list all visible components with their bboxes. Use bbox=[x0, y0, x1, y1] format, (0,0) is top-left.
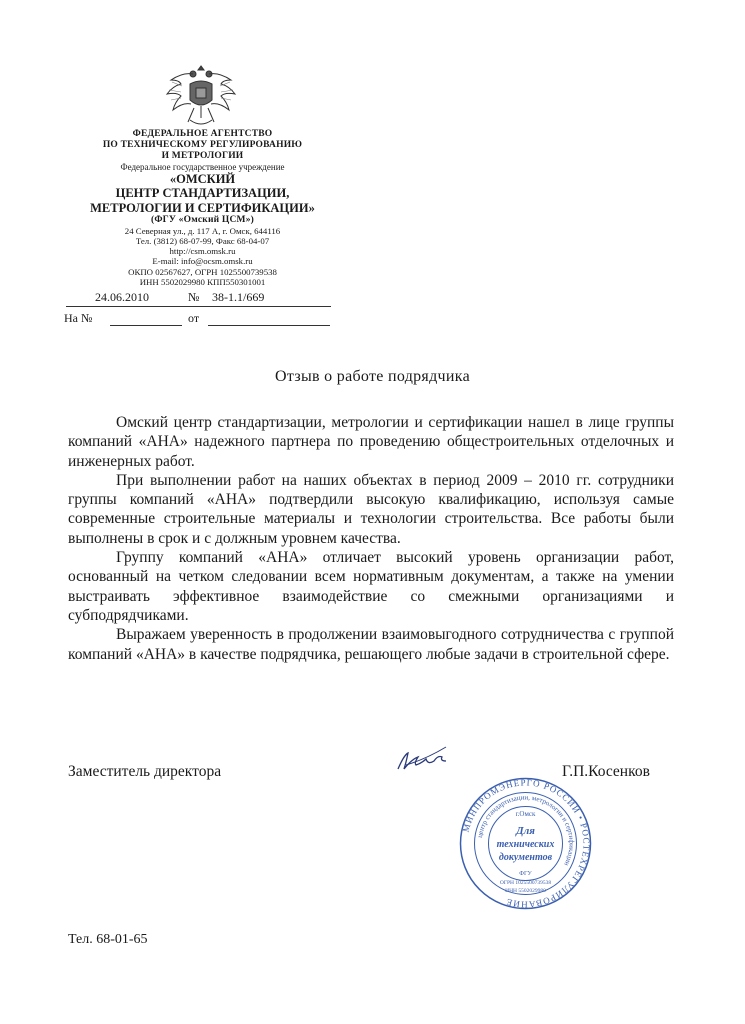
stamp-ogrn: ОГРН 1025500739538 bbox=[499, 880, 552, 886]
signer-name: Г.П.Косенков bbox=[562, 763, 650, 780]
paragraph: При выполнении работ на наших объектах в период 2009 – 2010 гг. сотрудники группы компаний «АНА» подтвердили высокую квалификацию, используя самые современные строительные материалы и технологии строительства. Все работы были выполнены в срок и с должным уровнем качества. bbox=[68, 471, 674, 547]
website: http://csm.omsk.ru bbox=[169, 246, 236, 257]
number-label: № bbox=[188, 290, 200, 304]
agency-line: ПО ТЕХНИЧЕСКОМУ РЕГУЛИРОВАНИЮ bbox=[102, 139, 303, 150]
stamp-fgu: ФГУ bbox=[519, 871, 532, 877]
ref-date-line bbox=[208, 325, 330, 326]
stamp-inner-text: центр стандартизации, метрологии и сертификации bbox=[475, 793, 576, 868]
signer-position: Заместитель директора bbox=[68, 763, 222, 780]
stamp-inn: ИНН 5502029980 bbox=[505, 888, 546, 894]
institution-type: Федеральное государственное учреждение bbox=[120, 161, 285, 172]
email: E-mail: info@ocsm.omsk.ru bbox=[152, 256, 253, 267]
stamp-outer-text: МИНПРОМЭНЕРГО РОССИИ • РОСТЕХРЕГУЛИРОВАНИЕ bbox=[460, 777, 592, 910]
stamp-center-line: Для bbox=[516, 825, 535, 837]
agency-line: И МЕТРОЛОГИИ bbox=[161, 150, 244, 161]
org-short-name: (ФГУ «Омский ЦСМ») bbox=[150, 215, 255, 226]
stamp-center-line: документов bbox=[498, 852, 553, 863]
divider bbox=[66, 306, 331, 307]
address: 24 Северная ул., д. 117 А, г. Омск, 644116 bbox=[124, 226, 281, 237]
ref-number-label: На № bbox=[64, 311, 93, 325]
ref-number-line bbox=[110, 325, 182, 326]
inn-kpp: ИНН 5502029980 КПП550301001 bbox=[139, 276, 266, 287]
ref-from-label: от bbox=[188, 311, 200, 325]
stamp-city: г.Омск bbox=[515, 810, 536, 818]
official-stamp-icon bbox=[458, 776, 593, 911]
footer-phone: Тел. 68-01-65 bbox=[68, 932, 148, 947]
org-name-line: МЕТРОЛОГИИ И СЕРТИФИКАЦИИ» bbox=[90, 200, 315, 215]
paragraph: Группу компаний «АНА» отличает высокий уровень организации работ, основанный на четком следовании всем нормативным документам, а также на умении выстраивать эффективное взаимодействие со смежными организациями и субподрядчиками. bbox=[68, 549, 674, 624]
org-name-line: «ОМСКИЙ bbox=[169, 172, 236, 187]
agency-line: ФЕДЕРАЛЬНОЕ АГЕНТСТВО bbox=[132, 129, 273, 139]
org-name-line: ЦЕНТР СТАНДАРТИЗАЦИИ, bbox=[115, 186, 290, 201]
agency-header bbox=[60, 129, 345, 287]
paragraph: Выражаем уверенность в продолжении взаимовыгодного сотрудничества с группой компаний «АНА» в качестве подрядчика, решающего любые задачи в строительной сфере. bbox=[68, 626, 674, 663]
letter-number: 38-1.1/669 bbox=[212, 290, 265, 304]
phone-fax: Тел. (3812) 68-07-99, Факс 68-04-07 bbox=[135, 236, 270, 247]
okpo-ogrn: ОКПО 02567627, ОГРН 1025500739538 bbox=[128, 266, 277, 277]
handwritten-signature-icon bbox=[392, 745, 462, 775]
letter-body bbox=[68, 413, 674, 664]
double-headed-eagle-emblem-icon bbox=[160, 60, 242, 130]
stamp-center-line: технических bbox=[496, 839, 555, 850]
paragraph: Омский центр стандартизации, метрологии и сертификации нашел в лице группы компаний «АНА» надежного партнера по проведению общестроительных отделочных и инженерных работ. bbox=[68, 414, 674, 470]
letter-date: 24.06.2010 bbox=[95, 290, 149, 304]
document-title: Отзыв о работе подрядчика bbox=[275, 368, 470, 385]
